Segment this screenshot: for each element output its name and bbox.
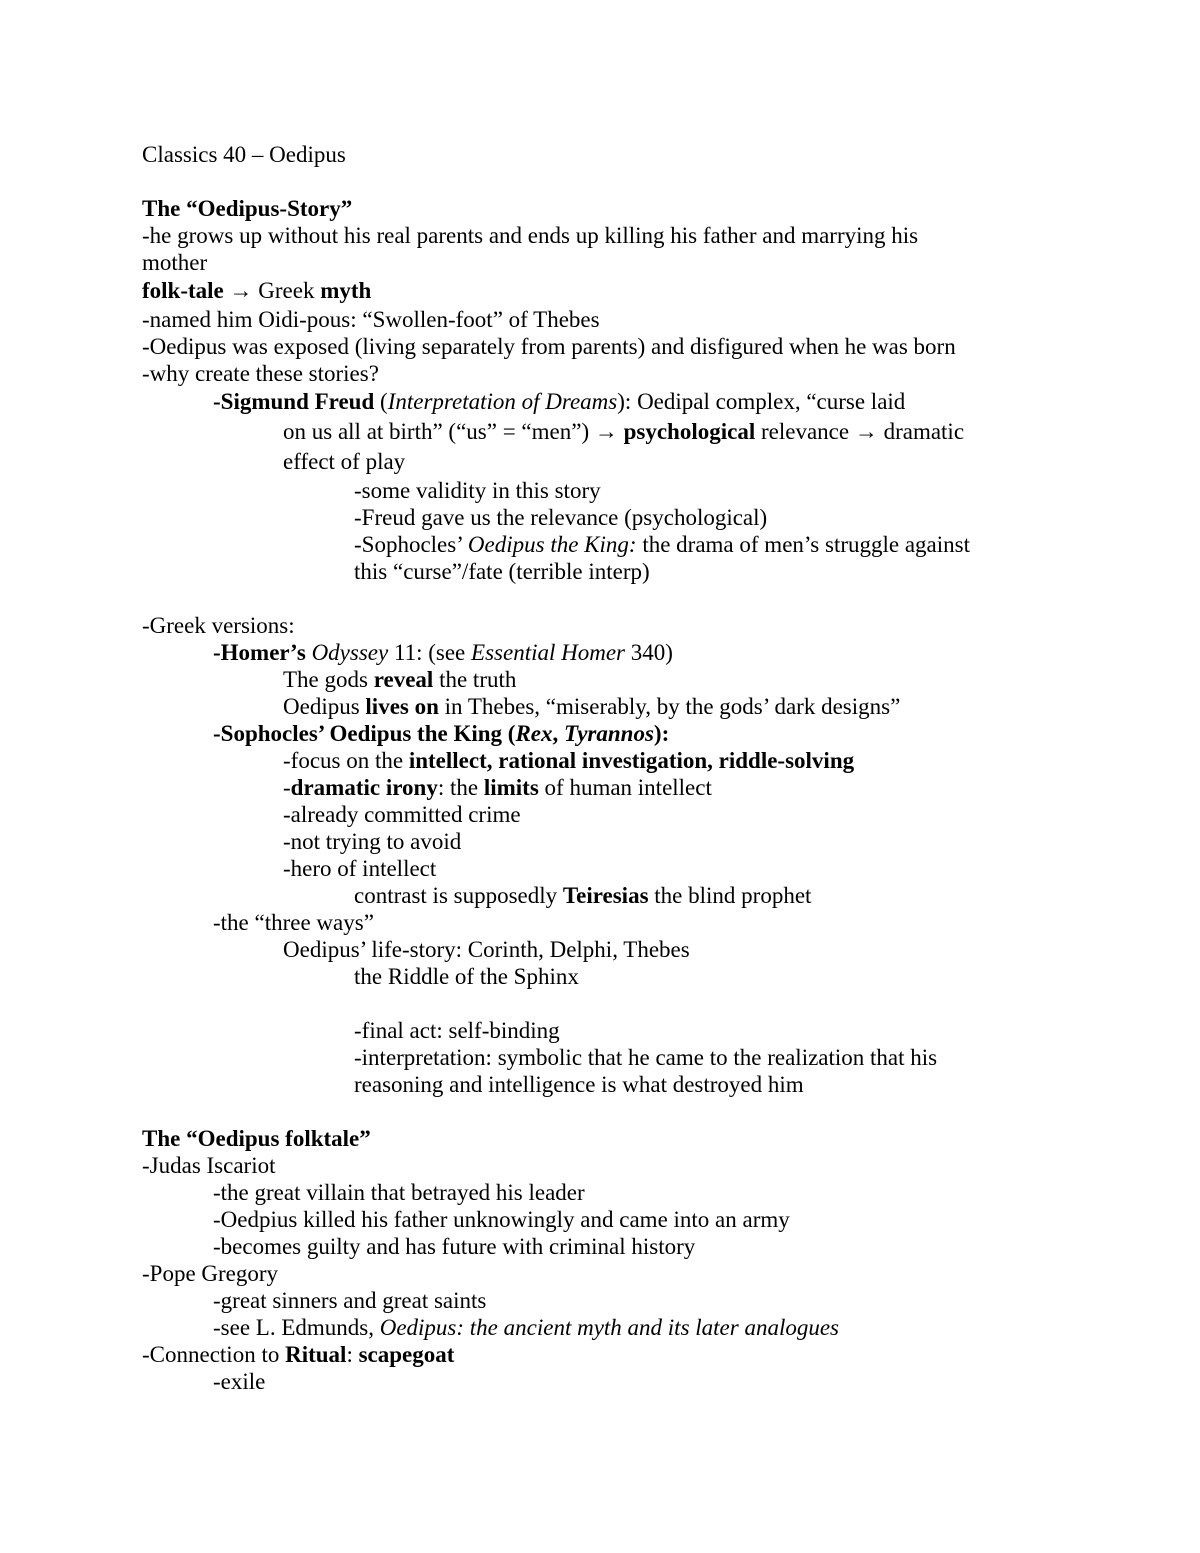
note-line: the Riddle of the Sphinx [354, 964, 579, 989]
note-line: -Freud gave us the relevance (psychological) [354, 505, 768, 530]
note-line-sophocles-king: -Sophocles’ Oedipus the King (Rex, Tyrannos): [213, 721, 670, 746]
spacer [142, 585, 1102, 612]
note-line: Oedipus lives on in Thebes, “miserably, by the gods’ dark designs” [283, 694, 901, 719]
note-line: this “curse”/fate (terrible interp) [354, 559, 650, 584]
note-line: -Oedipus was exposed (living separately from parents) and disfigured when he was born [142, 334, 956, 359]
note-line-freud-cont: on us all at birth” (“us” = “men”) → psychological relevance → dramatic [283, 419, 965, 444]
notes-body [142, 141, 1102, 1395]
note-line: Oedipus’ life-story: Corinth, Delphi, Thebes [283, 937, 690, 962]
note-line: -final act: self-binding [354, 1018, 560, 1043]
note-line: -named him Oidi-pous: “Swollen-foot” of Thebes [142, 307, 600, 332]
spacer [142, 990, 1102, 1017]
note-line: -Judas Iscariot [142, 1153, 276, 1178]
note-line: -focus on the intellect, rational investigation, riddle-solving [283, 748, 855, 773]
note-line: -great sinners and great saints [213, 1288, 487, 1313]
note-line-freud: -Sigmund Freud (Interpretation of Dreams): Oedipal complex, “curse laid [213, 389, 906, 414]
note-line: -dramatic irony: the limits of human intellect [283, 775, 712, 800]
note-line: -Greek versions: [142, 613, 295, 638]
note-line: -exile [213, 1369, 266, 1394]
note-line: The gods reveal the truth [283, 667, 517, 692]
spacer [142, 168, 1102, 195]
note-line: -becomes guilty and has future with criminal history [213, 1234, 696, 1259]
note-line: -already committed crime [283, 802, 521, 827]
note-line: mother [142, 250, 208, 275]
note-line: -why create these stories? [142, 361, 379, 386]
section-heading-oedipus-folktale: The “Oedipus folktale” [142, 1126, 371, 1151]
note-line-sophocles: -Sophocles’ Oedipus the King: the drama of men’s struggle against [354, 532, 970, 557]
note-line: -the great villain that betrayed his leader [213, 1180, 585, 1205]
document-title: Classics 40 – Oedipus [142, 142, 346, 167]
note-line-edmunds: -see L. Edmunds, Oedipus: the ancient myth and its later analogues [213, 1315, 840, 1340]
section-heading-oedipus-story: The “Oedipus-Story” [142, 196, 353, 221]
spacer [142, 1098, 1102, 1125]
note-line: contrast is supposedly Teiresias the blind prophet [354, 883, 812, 908]
note-line: -Oedpius killed his father unknowingly and came into an army [213, 1207, 790, 1232]
note-line-ritual: -Connection to Ritual: scapegoat [142, 1342, 455, 1367]
note-line: -interpretation: symbolic that he came to the realization that his [354, 1045, 938, 1070]
note-line-folk-tale: folk-tale → Greek myth [142, 278, 372, 303]
note-line: effect of play [283, 449, 406, 474]
note-line: -he grows up without his real parents and ends up killing his father and marrying his [142, 223, 919, 248]
note-line: -hero of intellect [283, 856, 437, 881]
note-line: -Pope Gregory [142, 1261, 279, 1286]
note-line-homer: -Homer’s Odyssey 11: (see Essential Homer 340) [213, 640, 673, 665]
note-line: -the “three ways” [213, 910, 374, 935]
note-line: reasoning and intelligence is what destroyed him [354, 1072, 804, 1097]
note-line: -not trying to avoid [283, 829, 462, 854]
note-line: -some validity in this story [354, 478, 601, 503]
